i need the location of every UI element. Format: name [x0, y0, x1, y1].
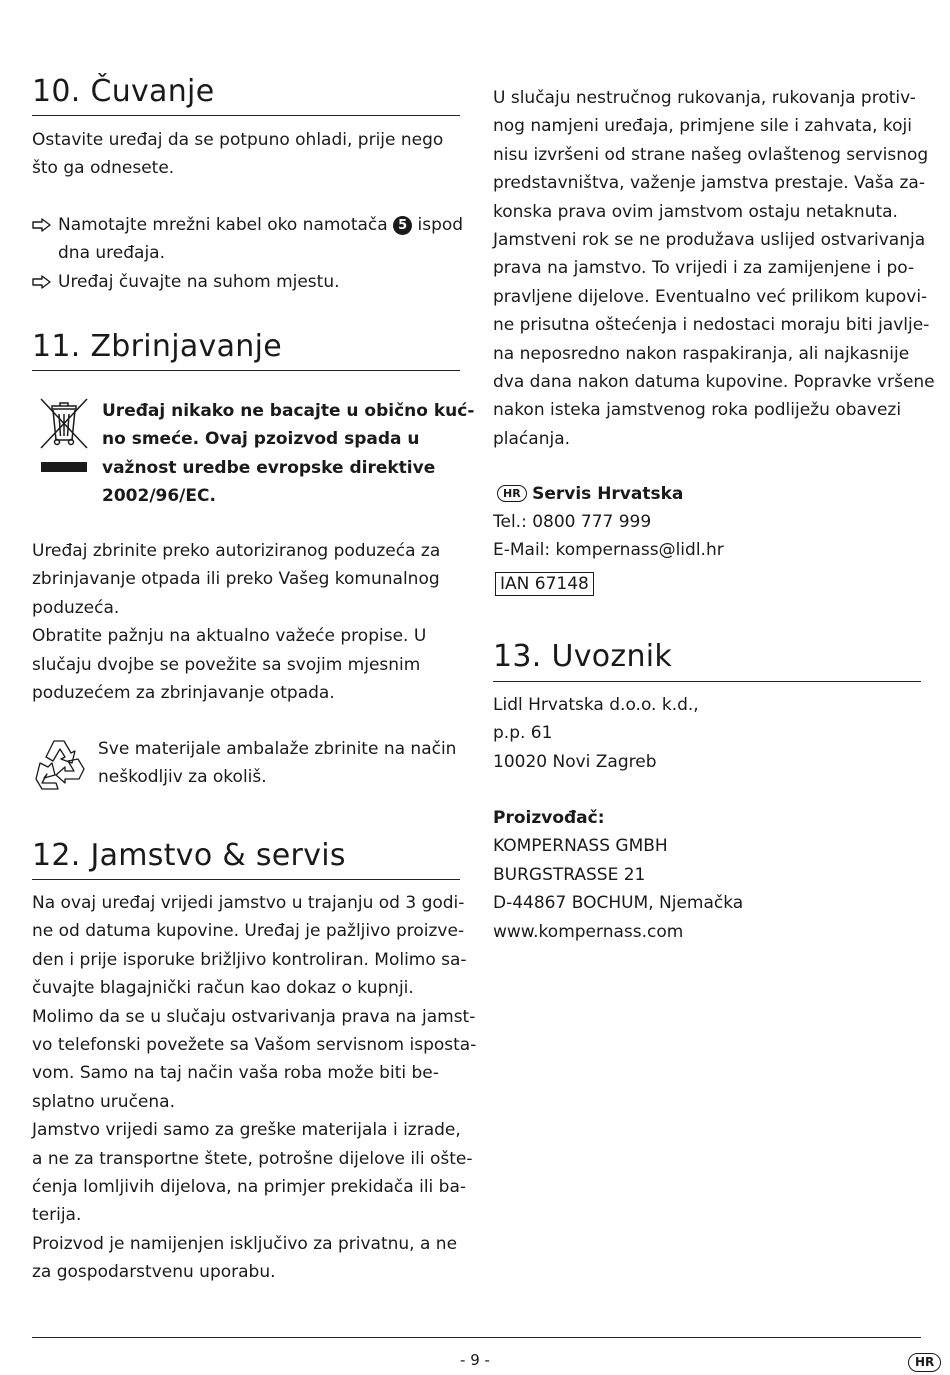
country-badge: HR	[497, 485, 527, 502]
footer-language	[908, 1353, 941, 1372]
crossed-bin-icon	[38, 396, 90, 476]
text-line: dva dana nakon datuma kupovine. Popravke vršene	[493, 372, 935, 393]
importer-address	[493, 691, 699, 776]
footer-rule	[32, 1337, 921, 1338]
text-line: splatno uručena.	[32, 1091, 175, 1112]
language-badge: HR	[908, 1353, 941, 1372]
text-line: Molimo da se u slučaju ostvarivanja prava na jamst-	[32, 1006, 476, 1027]
weee-warning-text	[102, 397, 474, 511]
text-line: važnost uredbe evropske direktive	[102, 457, 436, 478]
text-line: p.p. 61	[493, 723, 553, 744]
manufacturer-label: Proizvođač:	[493, 808, 605, 828]
text-line: Ostavite uređaj da se potpuno ohladi, prije nego	[32, 130, 444, 150]
service-phone: Tel.: 0800 777 999	[493, 512, 652, 532]
text-line: vo telefonski povežete sa Vašom servisnom isposta-	[32, 1035, 477, 1056]
text-line: no smeće. Ovaj pzoizvod spada u	[102, 429, 420, 450]
text-line: a ne za transportne štete, potrošne dijelove ili ošte-	[32, 1148, 473, 1169]
section-11-title: 11. Zbrinjavanje	[32, 329, 282, 364]
bullet-text: Uređaj čuvajte na suhom mjestu.	[58, 272, 340, 292]
text-line: ne prisutna oštećenja i nedostaci moraju biti javlje-	[493, 315, 930, 336]
text-line: čuvajte blagajnički račun kao dokaz o kupnji.	[32, 978, 414, 999]
text-line: Jamstvo vrijedi samo za greške materijala i izrade,	[32, 1120, 461, 1141]
text-line: 10020 Novi Zagreb	[493, 751, 657, 772]
disposal-paragraph	[32, 537, 440, 707]
section-13-title: 13. Uvoznik	[493, 639, 673, 674]
text-line: D-44867 BOCHUM, Njemačka	[493, 893, 744, 914]
text-line: 2002/96/EC.	[102, 486, 216, 507]
text-line: što ga odnesete.	[32, 158, 175, 179]
service-email: E-Mail: kompernass@lidl.hr	[493, 540, 724, 561]
text-line: Obratite pažnju na aktualno važeće propise. U	[32, 626, 427, 647]
section-12-rule	[32, 879, 460, 880]
text-line: nakon isteka jamstvenog roka podliježu obavezi	[493, 400, 902, 421]
text-line: Uređaj zbrinite preko autoriziranog poduzeća za	[32, 541, 441, 561]
recycle-text	[98, 735, 456, 792]
text-line: U slučaju nestručnog rukovanja, rukovanja protiv-	[493, 88, 916, 108]
manufacturer-block	[493, 804, 743, 946]
text-line: KOMPERNASS GMBH	[493, 836, 668, 857]
text-line: nog namjeni uređaja, primjene sile i zahvata, koji	[493, 116, 912, 137]
text-line: poduzećem za zbrinjavanje otpada.	[32, 683, 335, 704]
text-line: pravljene dijelove. Eventualno već prilikom kupovi-	[493, 286, 928, 307]
text-line: poduzeća.	[32, 597, 120, 618]
recycle-icon	[34, 737, 90, 791]
section-11-rule	[32, 370, 460, 371]
section-13-rule	[493, 681, 921, 682]
section-12-title: 12. Jamstvo & servis	[32, 838, 346, 873]
bullet-text: dna uređaja.	[58, 243, 165, 264]
text-line: nisu izvršeni od strane našeg ovlaštenog servisnog	[493, 144, 929, 165]
text-line: Na ovaj uređaj vrijedi jamstvo u trajanju od 3 godi-	[32, 893, 465, 913]
text-line: zbrinjavanje otpada ili preko Vašeg komunalnog	[32, 569, 440, 590]
section-10-rule	[32, 115, 460, 116]
text-line: terija.	[32, 1205, 82, 1226]
text-line: predstavništva, važenje jamstva prestaje. Vaša za-	[493, 173, 925, 194]
bullet-text: ispod	[417, 215, 464, 235]
text-line: prava na jamstvo. To vrijedi i za zamijenjene i po-	[493, 258, 915, 279]
text-line: BURGSTRASSE 21	[493, 864, 646, 885]
text-line: Proizvod je namijenjen isključivo za privatnu, a ne	[32, 1233, 458, 1254]
bullet-store-dry	[58, 268, 340, 296]
text-line: ćenja lomljivih dijelova, na primjer prekidača ili ba-	[32, 1177, 467, 1198]
warranty-paragraph	[32, 889, 476, 1287]
text-line: neškodljiv za okoliš.	[98, 767, 267, 788]
text-line: za gospodarstvenu uporabu.	[32, 1262, 276, 1283]
page-number: - 9 -	[460, 1351, 490, 1369]
text-line: vom. Samo na taj način vaša roba može biti be-	[32, 1063, 439, 1084]
part-number-badge: 5	[393, 216, 412, 235]
service-title: Servis Hrvatska	[532, 484, 684, 504]
bullet-wind-cable	[58, 211, 463, 268]
text-line: plaćanja.	[493, 428, 571, 449]
ian-number-box: IAN 67148	[495, 572, 594, 596]
bullet-text: Namotajte mrežni kabel oko namotača	[58, 215, 388, 235]
text-line: den i prije isporuke brižljivo kontroliran. Molimo sa-	[32, 949, 467, 970]
text-line: Sve materijale ambalaže zbrinite na način	[98, 739, 457, 759]
text-line: ne od datuma kupovine. Uređaj je pažljivo proizve-	[32, 921, 465, 942]
text-line: na neposredno nakon raspakiranja, ali najkasnije	[493, 343, 910, 364]
text-line: Lidl Hrvatska d.o.o. k.d.,	[493, 695, 699, 715]
warranty-continued-paragraph	[493, 84, 935, 453]
text-line: Uređaj nikako ne bacajte u obično kuć-	[102, 401, 475, 421]
text-line: slučaju dvojbe se povežite sa svojim mjesnim	[32, 654, 421, 675]
section-10-intro	[32, 126, 443, 183]
service-block	[497, 480, 683, 508]
text-line: konska prava ovim jamstvom ostaju netaknuta.	[493, 201, 898, 222]
text-line: Jamstveni rok se ne produžava uslijed ostvarivanja	[493, 230, 926, 251]
arrow-right-icon	[32, 218, 52, 232]
service-contact	[493, 508, 724, 565]
section-10-title: 10. Čuvanje	[32, 74, 215, 109]
manufacturer-website: www.kompernass.com	[493, 921, 684, 942]
arrow-right-icon	[32, 275, 52, 289]
